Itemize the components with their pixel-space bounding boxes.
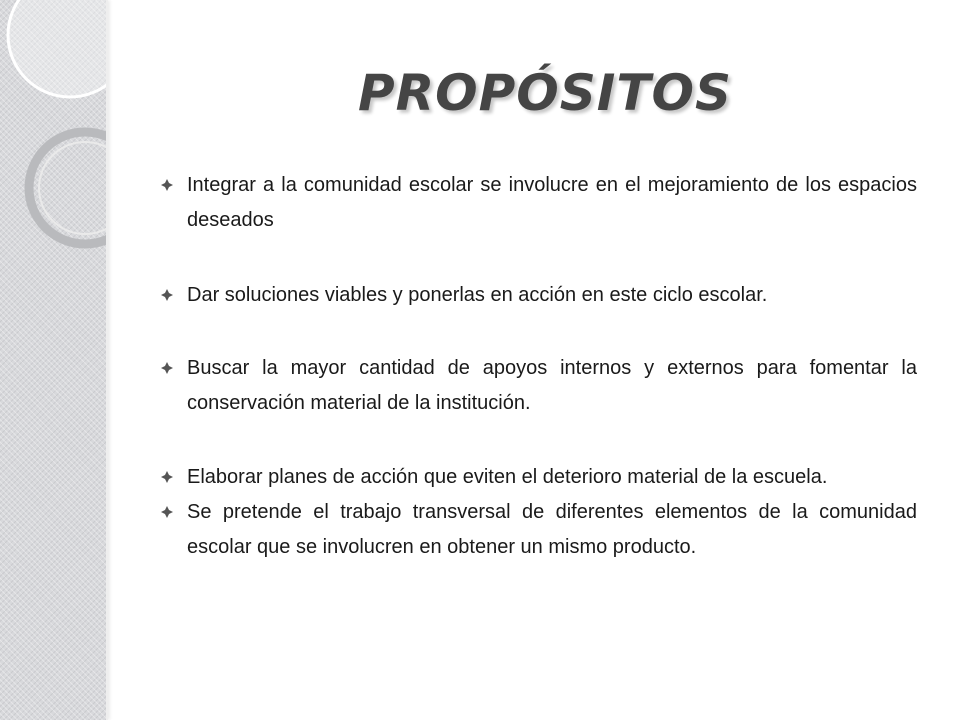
diamond-bullet-icon <box>160 361 174 375</box>
bullet-list <box>160 168 917 565</box>
bullet-text: Integrar a la comunidad escolar se involucre en el mejoramiento de los espacios deseados <box>187 174 917 231</box>
bullet-text: Se pretende el trabajo transversal de diferentes elementos de la comunidad escolar que se involucren en obtener un mismo producto. <box>187 501 917 558</box>
bullet-item <box>160 351 917 421</box>
bullet-item <box>160 495 917 565</box>
diamond-bullet-icon <box>160 288 174 302</box>
diamond-bullet-icon <box>160 178 174 192</box>
bullet-text: Buscar la mayor cantidad de apoyos internos y externos para fomentar la conservación material de la institución. <box>187 357 917 414</box>
bullet-item <box>160 278 917 313</box>
diamond-bullet-icon <box>160 505 174 519</box>
bullet-text: Elaborar planes de acción que eviten el deterioro material de la escuela. <box>187 466 828 488</box>
diamond-bullet-icon <box>160 470 174 484</box>
bullet-item <box>160 168 917 238</box>
slide-title: PROPÓSITOS <box>357 64 733 122</box>
bullet-item <box>160 460 917 495</box>
bullet-text: Dar soluciones viables y ponerlas en acción en este ciclo escolar. <box>187 284 768 306</box>
